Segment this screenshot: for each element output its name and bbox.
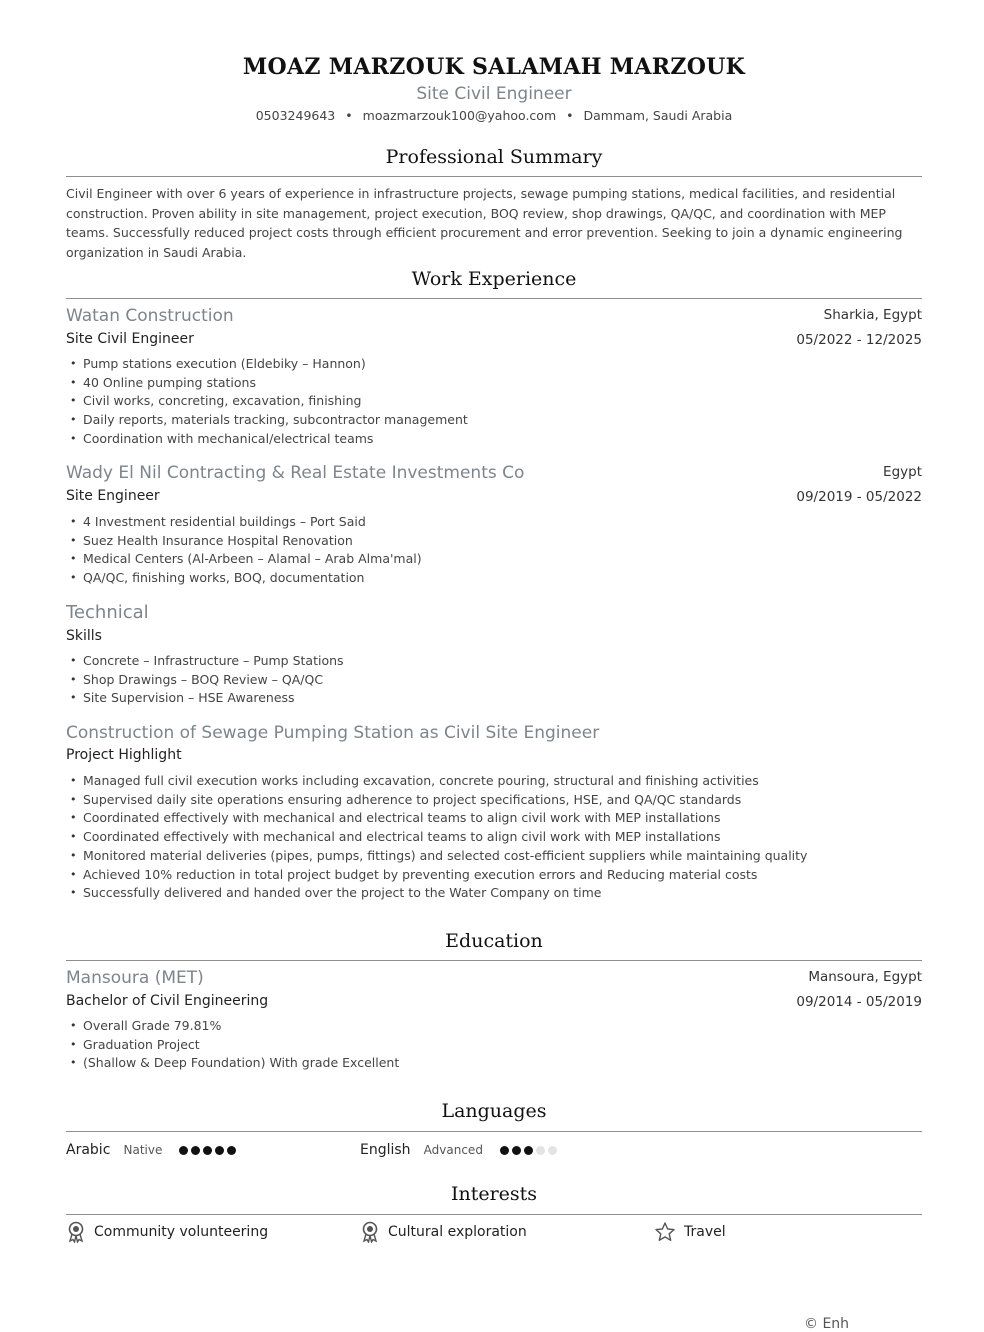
rating-dot-filled — [512, 1146, 521, 1155]
candidate-name: MOAZ MARZOUK SALAMAH MARZOUK — [242, 54, 746, 80]
contact-line — [66, 108, 922, 123]
list-item: • Site Supervision – HSE Awareness — [83, 689, 344, 708]
language-level: Advanced — [423, 1143, 483, 1157]
rating-dot-filled — [500, 1146, 509, 1155]
list-item: • Achieved 10% reduction in total project budget by preventing execution errors and Reducing material costs — [83, 866, 807, 885]
summary-heading: Professional Summary — [385, 146, 603, 168]
job-role: Site Civil Engineer — [66, 331, 194, 347]
summary-text: Civil Engineer with over 6 years of experience in infrastructure projects, sewage pumping stations, medical facilities, and residential construction. Proven ability in site management, project execution, BOQ review, shop drawings, QA/QC, and coordination with MEP teams. Successfully reduced project costs through efficient procurement and error prevention. Seeking to join a dynamic engineering organization in Saudi Arabia. — [66, 186, 903, 260]
project-subtitle: Project Highlight — [66, 747, 182, 763]
footer-watermark: © Enh — [804, 1316, 850, 1332]
phone-text: 0503249643 — [255, 108, 336, 123]
project-title: Construction of Sewage Pumping Station as Civil Site Engineer — [66, 723, 600, 743]
list-item: • Concrete – Infrastructure – Pump Stations — [83, 652, 344, 671]
job-dates: 09/2019 - 05/2022 — [796, 489, 922, 505]
award-ribbon-icon — [66, 1221, 86, 1243]
list-item: • QA/QC, finishing works, BOQ, documentation — [83, 569, 422, 588]
company-name: Watan Construction — [66, 306, 234, 326]
project-bullets — [66, 772, 807, 903]
job-location: Sharkia, Egypt — [823, 307, 922, 323]
interest-label: Cultural exploration — [388, 1224, 527, 1240]
rating-dot-empty — [536, 1146, 545, 1155]
rating-dot-filled — [227, 1146, 236, 1155]
job-dates: 05/2022 - 12/2025 — [796, 332, 922, 348]
section-divider — [66, 176, 922, 177]
interest-item — [360, 1221, 527, 1243]
rating-dot-filled — [179, 1146, 188, 1155]
interest-item — [66, 1221, 268, 1243]
list-item: • Medical Centers (Al-Arbeen – Alamal – Arab Alma'mal) — [83, 550, 422, 569]
rating-dot-filled — [203, 1146, 212, 1155]
rating-dot-filled — [191, 1146, 200, 1155]
job-location: Egypt — [883, 464, 922, 480]
language-rating — [179, 1140, 239, 1159]
language-name: English — [360, 1142, 411, 1158]
school-location: Mansoura, Egypt — [808, 969, 922, 985]
interest-label: Community volunteering — [94, 1224, 269, 1240]
language-name: Arabic — [66, 1142, 111, 1158]
list-item: • Coordinated effectively with mechanical and electrical teams to align civil work with MEP installations — [83, 828, 807, 847]
rating-dot-filled — [524, 1146, 533, 1155]
degree-name: Bachelor of Civil Engineering — [66, 993, 269, 1009]
education-heading: Education — [445, 930, 543, 952]
job-bullets — [66, 355, 468, 449]
job-bullets — [66, 513, 422, 588]
education-bullets — [66, 1017, 399, 1073]
skills-subtitle: Skills — [66, 628, 102, 644]
list-item: • Graduation Project — [83, 1036, 399, 1055]
section-divider — [66, 298, 922, 299]
list-item: • Shop Drawings – BOQ Review – QA/QC — [83, 671, 344, 690]
separator-dot: • — [566, 108, 574, 123]
separator-dot: • — [345, 108, 353, 123]
job-role: Site Engineer — [66, 488, 160, 504]
interests-heading: Interests — [450, 1183, 538, 1205]
location-text: Dammam, Saudi Arabia — [583, 108, 733, 123]
language-item — [66, 1139, 239, 1159]
rating-dot-filled — [215, 1146, 224, 1155]
email-text: moazmarzouk100@yahoo.com — [362, 108, 557, 123]
list-item: • Pump stations execution (Eldebiky – Hannon) — [83, 355, 468, 374]
list-item: • Supervised daily site operations ensuring adherence to project specifications, HSE, and QA/QC standards — [83, 791, 807, 810]
list-item: • Suez Health Insurance Hospital Renovation — [83, 532, 422, 551]
list-item: • Civil works, concreting, excavation, finishing — [83, 392, 468, 411]
star-outline-icon — [654, 1221, 676, 1243]
languages-heading: Languages — [441, 1100, 547, 1122]
company-name: Wady El Nil Contracting & Real Estate Investments Co — [66, 463, 525, 483]
list-item: • Managed full civil execution works including excavation, concrete pouring, structural and finishing activities — [83, 772, 807, 791]
section-divider — [66, 1214, 922, 1215]
skills-title: Technical — [66, 602, 149, 623]
list-item: • Coordination with mechanical/electrical teams — [83, 430, 468, 449]
award-ribbon-icon — [360, 1221, 380, 1243]
language-level: Native — [123, 1143, 163, 1157]
interest-label: Travel — [684, 1224, 726, 1240]
candidate-title: Site Civil Engineer — [416, 84, 572, 104]
list-item: • Coordinated effectively with mechanical and electrical teams to align civil work with MEP installations — [83, 809, 807, 828]
interest-item — [654, 1221, 726, 1243]
language-rating — [500, 1140, 560, 1159]
list-item: • 40 Online pumping stations — [83, 374, 468, 393]
language-item — [360, 1139, 560, 1159]
rating-dot-empty — [548, 1146, 557, 1155]
skills-bullets — [66, 652, 344, 708]
list-item: • Overall Grade 79.81% — [83, 1017, 399, 1036]
school-name: Mansoura (MET) — [66, 968, 204, 988]
list-item: • (Shallow & Deep Foundation) With grade Excellent — [83, 1054, 399, 1073]
section-divider — [66, 1131, 922, 1132]
list-item: • 4 Investment residential buildings – Port Said — [83, 513, 422, 532]
experience-heading: Work Experience — [411, 268, 577, 290]
list-item: • Monitored material deliveries (pipes, pumps, fittings) and selected cost-efficient suppliers while maintaining quality — [83, 847, 807, 866]
section-divider — [66, 960, 922, 961]
list-item: • Daily reports, materials tracking, subcontractor management — [83, 411, 468, 430]
education-dates: 09/2014 - 05/2019 — [796, 994, 922, 1010]
list-item: • Successfully delivered and handed over the project to the Water Company on time — [83, 884, 807, 903]
